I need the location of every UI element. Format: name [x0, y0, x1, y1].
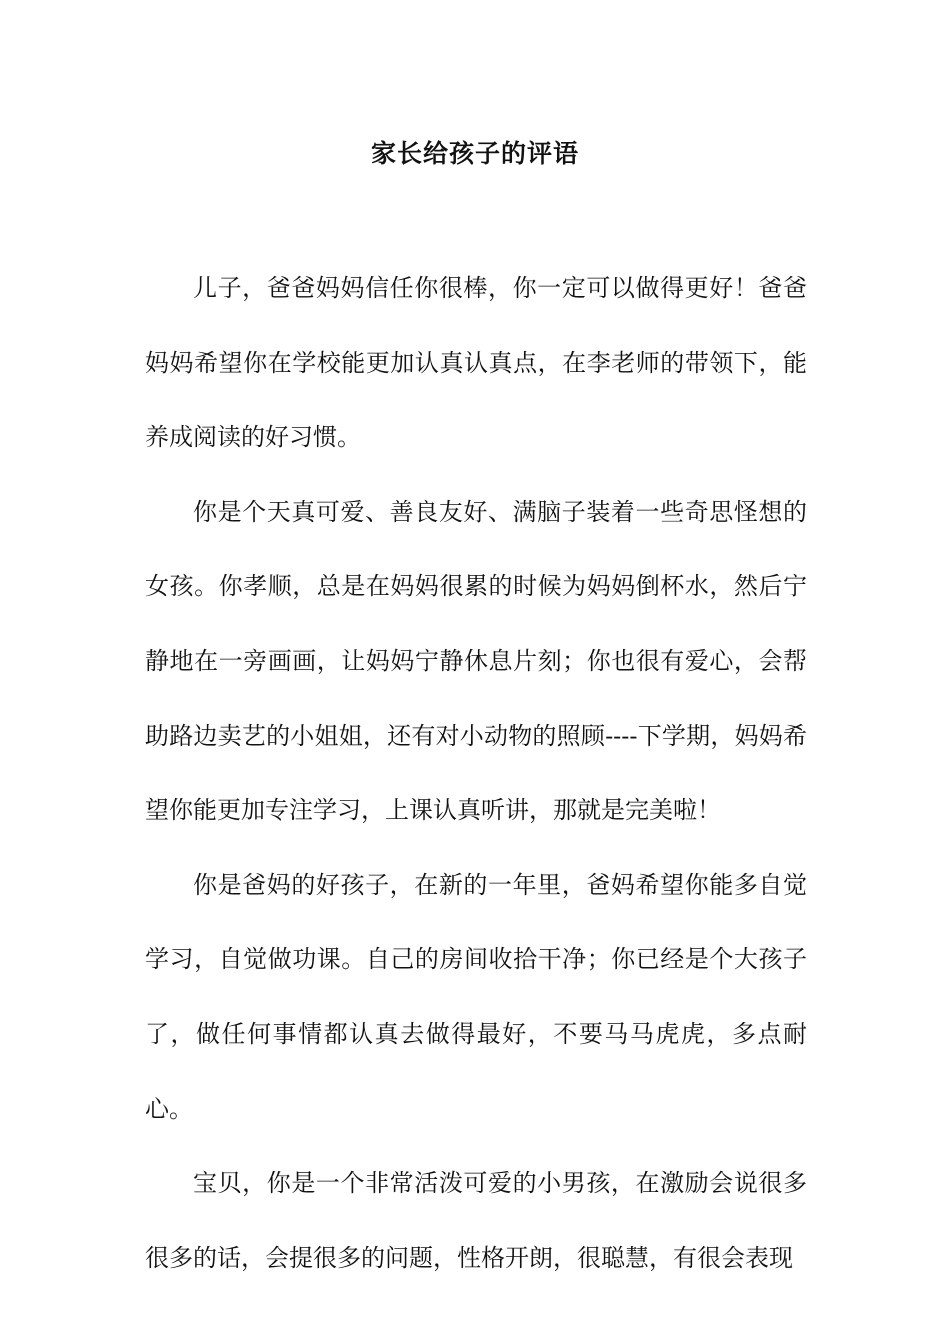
paragraph: 你是个天真可爱、善良友好、满脑子装着一些奇思怪想的女孩。你孝顺，总是在妈妈很累的时候为妈妈倒杯水，然后宁静地在一旁画画，让妈妈宁静休息片刻；你也很有爱心，会帮助路边卖艺的小姐姐，还有对小动物的照顾----下学期，妈妈希望你能更加专注学习，上课认真听讲，那就是完美啦！	[145, 497, 807, 825]
document-title: 家长给孩子的评语	[370, 139, 579, 168]
paragraph: 你是爸妈的好孩子，在新的一年里，爸妈希望你能多自觉学习，自觉做功课。自己的房间收拾干净；你已经是个大孩子了，做任何事情都认真去做得最好，不要马马虎虎，多点耐心。	[145, 870, 807, 1123]
paragraph: 宝贝，你是一个非常活泼可爱的小男孩，在激励会说很多很多的话，会提很多的问题，性格开朗，很聪慧，有很会表现	[145, 1169, 807, 1272]
document-body	[145, 251, 807, 1295]
paragraph: 儿子，爸爸妈妈信任你很棒，你一定可以做得更好！爸爸妈妈希望你在学校能更加认真认真点，在李老师的带领下，能养成阅读的好习惯。	[145, 274, 807, 452]
